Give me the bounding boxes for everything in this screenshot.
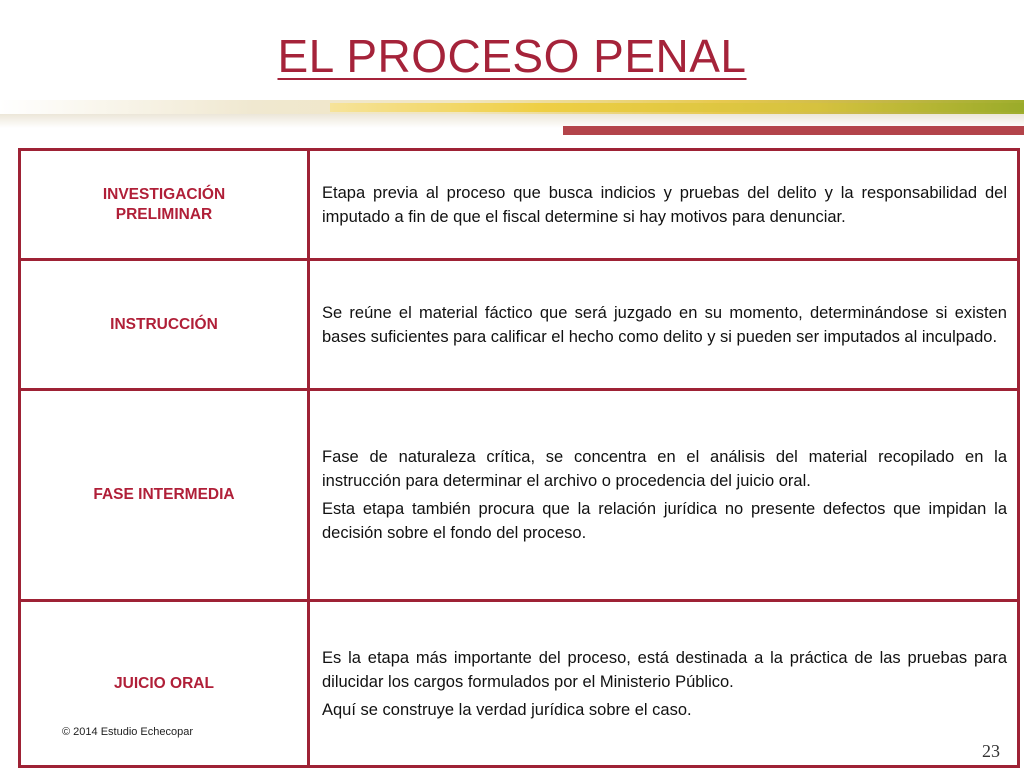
- stage-name-cell: [21, 151, 310, 258]
- stage-description: Fase de naturaleza crítica, se concentra en el análisis del material recopilado en la instrucción para determinar el archivo o procedencia del juicio oral.: [322, 448, 1007, 490]
- stage-name: JUICIO ORAL: [114, 674, 214, 692]
- stage-description: Esta etapa también procura que la relación jurídica no presente defectos que impidan la decisión sobre el fondo del proceso.: [322, 500, 1007, 542]
- copyright-notice: © 2014 Estudio Echecopar: [62, 726, 194, 738]
- stage-name-cell: [21, 261, 310, 388]
- table-row: [21, 602, 1017, 768]
- slide-title-text: EL PROCESO PENAL: [277, 30, 747, 82]
- stage-description: Es la etapa más importante del proceso, está destinada a la práctica de las pruebas para dilucidar los cargos formulados por el Ministerio Público.: [322, 648, 1007, 691]
- slide-title: [0, 28, 1024, 84]
- stage-description-cell: [310, 391, 1017, 599]
- stage-description-cell: [310, 261, 1017, 388]
- stage-description: Etapa previa al proceso que busca indicios y pruebas del delito y la responsabilidad del imputado a fin de que el fiscal determine si hay motivos para denunciar.: [322, 183, 1007, 226]
- page-number: 23: [982, 741, 1000, 761]
- stage-name-cell: [21, 391, 310, 599]
- stage-name: INVESTIGACIÓN PRELIMINAR: [102, 185, 226, 223]
- process-stages-table: [18, 148, 1020, 768]
- decorative-band-red: [563, 126, 1024, 135]
- stage-name: FASE INTERMEDIA: [93, 486, 235, 503]
- decorative-band-yellow: [330, 103, 1024, 112]
- stage-description: Aquí se construye la verdad jurídica sobre el caso.: [322, 700, 692, 719]
- table-row: [21, 391, 1017, 602]
- stage-description: Se reúne el material fáctico que será juzgado en su momento, determinándose si existen bases suficientes para calificar el hecho como delito y si pueden ser imputados al inculpado.: [322, 303, 1007, 346]
- table-row: [21, 151, 1017, 261]
- stage-description-cell: [310, 602, 1017, 765]
- stage-description-cell: [310, 151, 1017, 258]
- stage-name: INSTRUCCIÓN: [110, 315, 218, 333]
- table-row: [21, 261, 1017, 391]
- stage-name-cell: [21, 602, 310, 765]
